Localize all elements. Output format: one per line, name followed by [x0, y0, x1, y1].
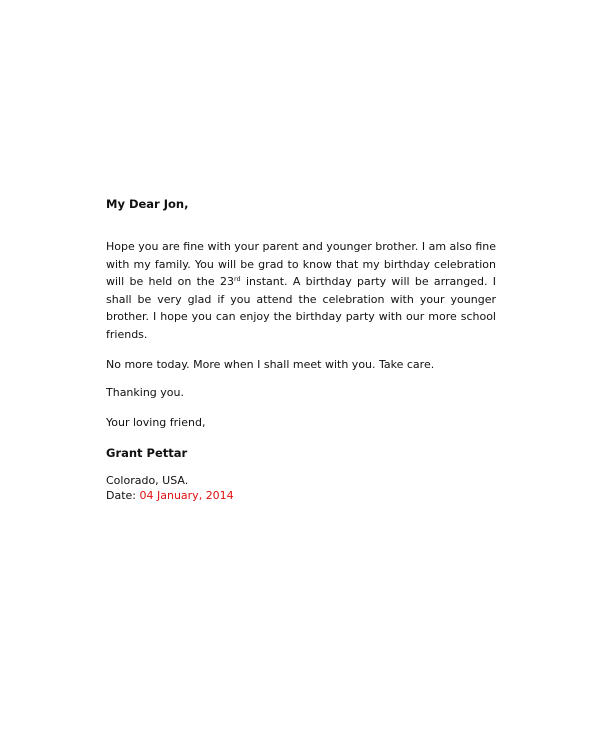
ordinal-suffix: rd: [233, 275, 241, 284]
signature-location: Colorado, USA.: [106, 473, 189, 487]
paragraph-invitation: [106, 238, 496, 344]
thanks-line: Thanking you.: [106, 386, 184, 400]
date-value: 04 January, 2014: [139, 488, 234, 502]
letter-body: [106, 196, 496, 503]
paragraph-invitation-part2: instant. A birthday party will be arranged. I shall be very glad if you attend the celebration with your younger brother. I hope you can enjoy the birthday party with our more school friends.: [106, 275, 496, 341]
signature-date: [106, 488, 496, 503]
paragraph-farewell: No more today. More when I shall meet with you. Take care.: [106, 357, 435, 371]
signature-name: Grant Pettar: [106, 446, 188, 461]
salutation: My Dear Jon,: [106, 197, 189, 211]
date-label: Date:: [106, 488, 140, 502]
closing-line: Your loving friend,: [106, 416, 206, 430]
paragraph-invitation-part1: Hope you are fine with your parent and younger brother. I am also fine with my family. You will be grad to know that my birthday celebration will be held on the 23: [106, 240, 496, 289]
